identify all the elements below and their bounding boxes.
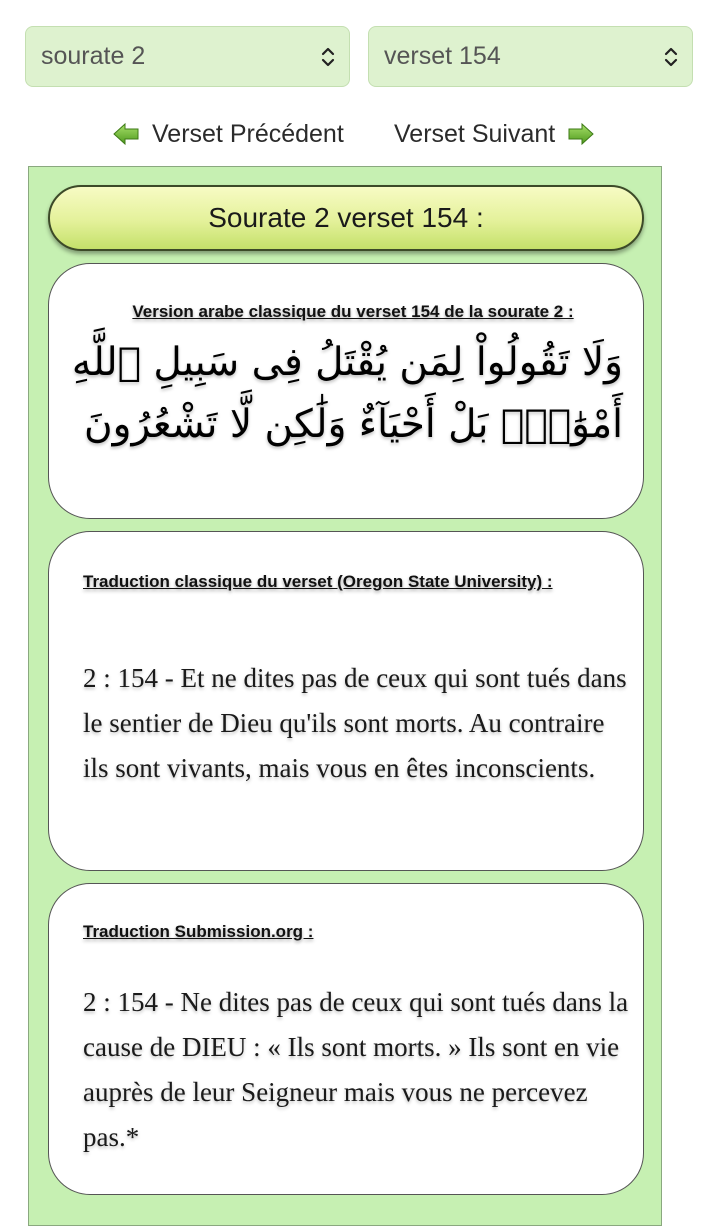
osu-translation-heading: Traduction classique du verset (Oregon State University) : xyxy=(83,572,553,591)
verse-panel xyxy=(28,166,662,1226)
verse-title: Sourate 2 verset 154 : xyxy=(48,185,644,251)
chevron-up-down-icon xyxy=(662,45,680,69)
previous-verse-link[interactable] xyxy=(112,112,344,156)
arabic-verse-card xyxy=(48,263,644,519)
arabic-verse-text: وَلَا تَقُولُواْ لِمَن يُقْتَلُ فِى سَبِيلِ ٱللَّهِ أَمْوَٰتٌۢ بَلْ أَحْيَآءٌ وَلَٰكِن لَّا تَشْعُرُونَ xyxy=(71,340,623,447)
submission-translation-text: 2 : 154 - Ne dites pas de ceux qui sont tués dans la cause de DIEU : « Ils sont morts. » Ils sont en vie auprès de leur Seigneur mais vous ne percevez pas.* xyxy=(83,987,629,1152)
sourate-select[interactable] xyxy=(25,26,350,87)
sourate-select-value: sourate 2 xyxy=(41,42,146,70)
submission-translation-heading: Traduction Submission.org : xyxy=(83,922,314,941)
next-verse-label: Verset Suivant xyxy=(394,119,556,148)
submission-translation-card xyxy=(48,883,644,1195)
osu-translation-card xyxy=(48,531,644,871)
previous-verse-label: Verset Précédent xyxy=(152,119,344,148)
osu-translation-text: 2 : 154 - Et ne dites pas de ceux qui sont tués dans le sentier de Dieu qu'ils sont morts. Au contraire ils sont vivants, mais vous en êtes inconscients. xyxy=(83,663,627,783)
verset-select-value: verset 154 xyxy=(384,42,501,70)
next-verse-link[interactable] xyxy=(394,112,595,156)
verset-select[interactable] xyxy=(368,26,693,87)
arrow-right-icon xyxy=(567,122,595,146)
arrow-left-icon xyxy=(112,122,140,146)
chevron-up-down-icon xyxy=(319,45,337,69)
arabic-section-heading: Version arabe classique du verset 154 de la sourate 2 : xyxy=(132,302,574,321)
